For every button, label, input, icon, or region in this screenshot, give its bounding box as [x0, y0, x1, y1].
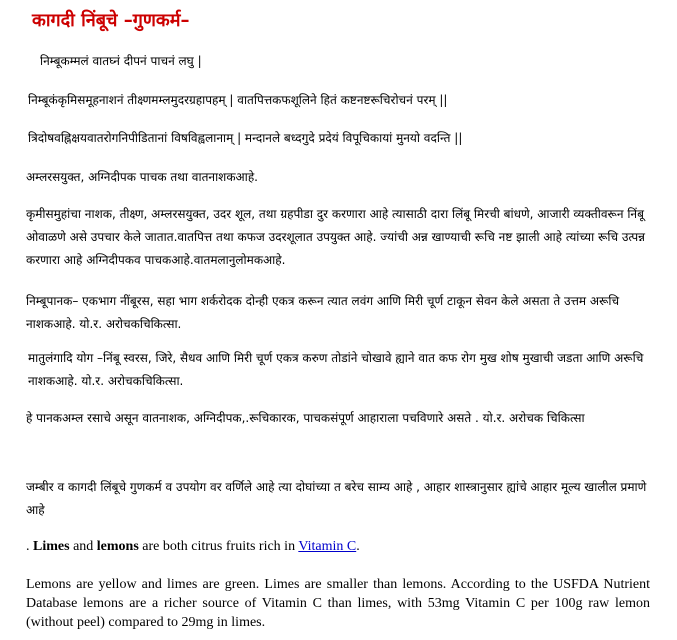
- paragraph-properties: अम्लरसयुक्त, अग्निदीपक पाचक तथा वातनाशकआहे.: [26, 170, 259, 184]
- lead-dot: .: [26, 539, 33, 554]
- english-comparison: Lemons are yellow and limes are green. Limes are smaller than lemons. According to the USFDA Nutrient Database lemons are a richer source of Vitamin C than limes, with 53mg Vitamin C per 100g raw lemon (without peel) compared to 29mg in limes.: [26, 577, 650, 630]
- shloka-1: निम्बूकम्मलं वातघ्नं दीपनं पाचनं लघु |: [40, 54, 202, 68]
- page-title: कागदी निंबूचे –गुणकर्म–: [32, 10, 190, 31]
- paragraph-worm-destroying: कृमीसमुहांचा नाशक, तीक्ष्ण, अम्लरसयुक्त, उदर शूल, तथा ग्रहपीडा दुर करणारा आहे त्यासाठी दारा लिंबू मिरची बांधणे, आजारी व्यक्तीवरून निंबू ओवाळणे असे उपचार केले जातात.वातपित्त तथा कफज उदरशूलात उपयुक्त आहे. ज्यांची अन्न खाण्याची रूचि नष्ट झाली आहे त्यांच्या रूचि उत्पन्न करणारा आहे अग्निदीपकव पाचकआहे.वातमलानुलोमकआहे.: [26, 207, 646, 267]
- paragraph-matulangadi: मातुलंगादि योग –निंबू स्वरस, जिरे, सैधव आणि मिरी चूर्ण एकत्र करुण तोडांने चोखावे ह्याने वात कफ रोग मुख शोष मुखाची जडता आणि अरूचि नाशकआहे. यो.र. अरोचकचिकित्सा.: [28, 351, 644, 388]
- shloka-3: त्रिदोषवह्निक्षयवातरोगनिपीडितानां विषविह्वलानाम् | मन्दानले बध्दगुदे प्रदेयं विपूचिकायां मुनयो वदन्ति ||: [28, 131, 463, 145]
- intro-end: .: [356, 539, 360, 554]
- paragraph-panak: हे पानकअम्ल रसाचे असून वातनाशक, अग्निदीपक,.रूचिकारक, पाचकसंपूर्ण आहाराला पचविणारे असते . यो.र. अरोचक चिकित्सा: [26, 411, 585, 425]
- paragraph-nimbupanak: निम्बूपानक– एकभाग नींबूरस, सहा भाग शर्करोदक दोन्ही एकत्र करून त्यात लवंग आणि मिरी चूर्ण टाकून सेवन केले असता ते उत्तम अरूचि नाशकआहे. यो.र. अरोचकचिकित्सा.: [26, 294, 620, 331]
- vitamin-c-link[interactable]: Vitamin C: [298, 539, 357, 554]
- and-text: and: [69, 539, 97, 554]
- lemons-bold: lemons: [96, 539, 139, 554]
- english-intro: [26, 537, 650, 556]
- limes-bold: Limes: [33, 539, 70, 554]
- intro-middle: are both citrus fruits rich in: [138, 539, 299, 554]
- shloka-2: निम्बूकंकृमिसमूहनाशनं तीक्ष्णमम्लमुदरग्रहापहम् | वातपित्तकफशूलिने हितं कष्टनष्टरूचिरोचनं परम् ||: [28, 93, 448, 107]
- paragraph-jambir: जम्बीर व कागदी लिंबूचे गुणकर्म व उपयोग वर वर्णिले आहे त्या दोघांच्या त बरेच साम्य आहे , आहार शास्त्रानुसार ह्यांचे आहार मूल्य खालील प्रमाणे आहे: [26, 480, 647, 517]
